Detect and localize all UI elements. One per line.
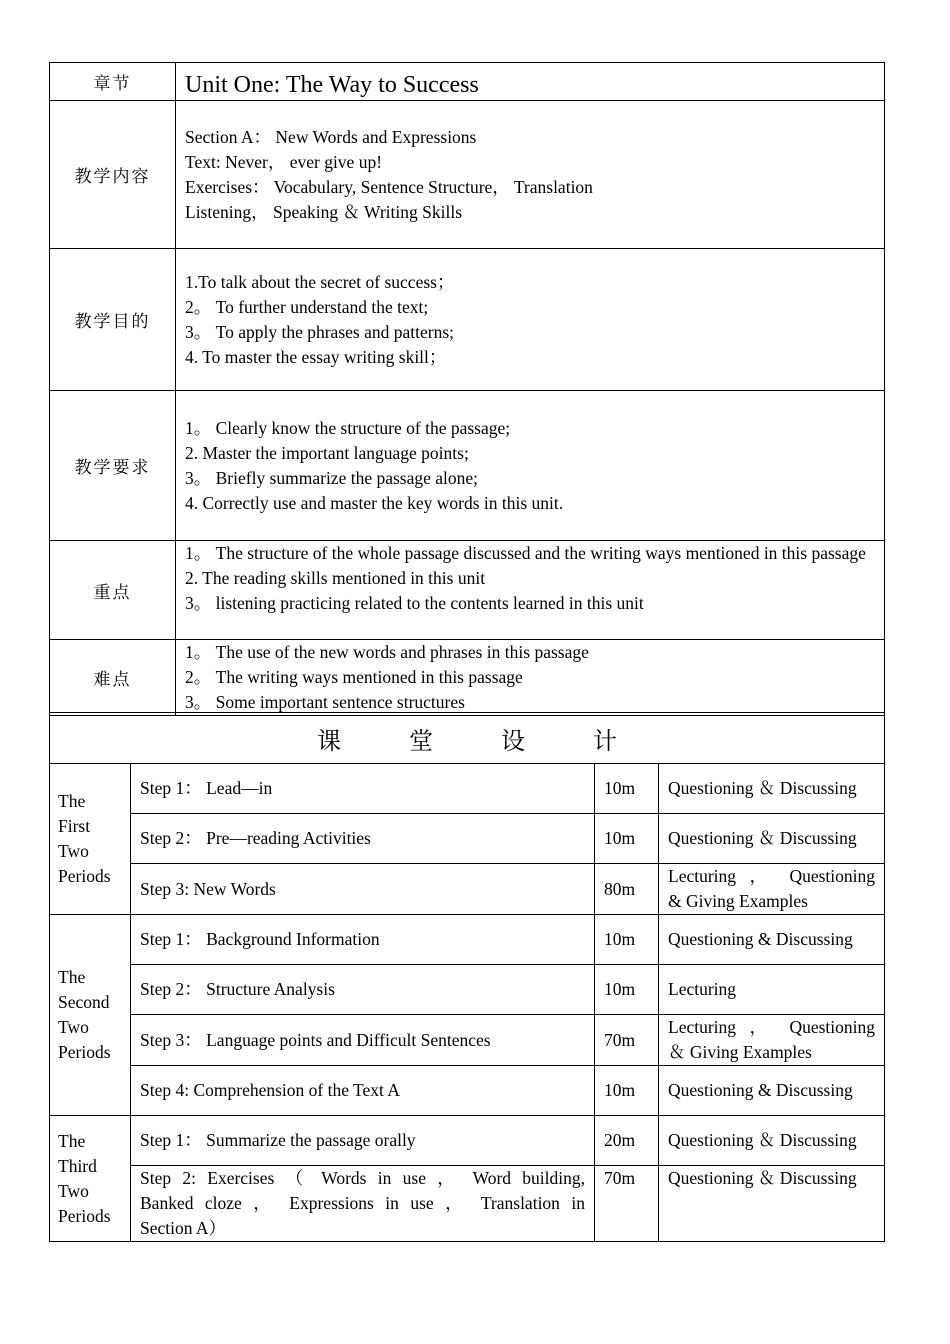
banner-char: 设 <box>501 726 525 755</box>
table-row <box>50 1015 885 1066</box>
key-line: 1。 The structure of the whole passage discussed and the writing ways mentioned in this passage <box>185 543 866 563</box>
method-cell: Questioning & Discussing <box>659 1066 885 1116</box>
key-row <box>50 541 885 640</box>
step-cell: Step 3: New Words <box>131 864 595 915</box>
table-row <box>50 965 885 1015</box>
goal-line: 1.To talk about the secret of success； <box>185 271 455 292</box>
period-name-third <box>50 1116 131 1242</box>
period-name-line: Periods <box>58 1205 111 1226</box>
content-label: 教学内容 <box>50 101 176 249</box>
period-name-line: Two <box>58 1017 89 1037</box>
period-name-line: The <box>58 1130 86 1151</box>
difficulty-line: 2。 The writing ways mentioned in this passage <box>185 667 523 687</box>
difficulty-row <box>50 640 885 716</box>
unit-title: Unit One: The Way to Success <box>176 63 885 101</box>
method-line: & Giving Examples <box>668 891 808 911</box>
chapter-row <box>50 63 885 101</box>
requirement-line: 2. Master the important language points; <box>185 442 469 463</box>
requirement-row <box>50 391 885 541</box>
key-line: 3。 listening practicing related to the contents learned in this unit <box>185 593 644 613</box>
goal-line: 4. To master the essay writing skill； <box>185 346 447 367</box>
content-line: Section A： New Words and Expressions <box>185 126 477 147</box>
period-name-line: Two <box>58 841 89 861</box>
method-cell: Questioning ＆ Discussing <box>659 1116 885 1166</box>
banner-char: 堂 <box>409 726 433 755</box>
method-cell: Questioning ＆ Discussing <box>659 1166 885 1242</box>
period-name-line: Third <box>58 1155 97 1176</box>
key-text <box>176 541 885 640</box>
table-row <box>50 1066 885 1116</box>
time-cell: 70m <box>595 1015 659 1066</box>
step-cell: Step 1： Summarize the passage orally <box>131 1116 595 1166</box>
period-name-line: The <box>58 791 86 811</box>
course-info-table <box>49 62 885 716</box>
content-line: Exercises： Vocabulary, Sentence Structure， Translation <box>185 176 593 197</box>
difficulty-line: 3。 Some important sentence structures <box>185 692 465 712</box>
content-row <box>50 101 885 249</box>
table-row <box>50 1116 885 1166</box>
step-cell: Step 2： Pre—reading Activities <box>131 814 595 864</box>
method-cell: Lecturing <box>659 965 885 1015</box>
requirement-line: 4. Correctly use and master the key words in this unit. <box>185 492 564 513</box>
banner-char: 计 <box>593 726 617 755</box>
method-cell <box>659 864 885 915</box>
method-line: ＆ Giving Examples <box>668 1042 812 1062</box>
time-cell: 80m <box>595 864 659 915</box>
period-name-line: First <box>58 816 91 836</box>
method-cell: Questioning ＆ Discussing <box>659 814 885 864</box>
table-row <box>50 814 885 864</box>
content-line: Listening， Speaking ＆ Writing Skills <box>185 201 463 222</box>
design-banner-row <box>50 713 885 764</box>
goal-label: 教学目的 <box>50 249 176 391</box>
table-row <box>50 1166 885 1242</box>
difficulty-label: 难点 <box>50 640 176 716</box>
table-row <box>50 915 885 965</box>
method-cell: Questioning ＆ Discussing <box>659 764 885 814</box>
step-line: Step 2: Exercises （ Words in use ， Word building, <box>140 1168 585 1188</box>
requirement-line: 3。 Briefly summarize the passage alone; <box>185 467 479 488</box>
period-name-line: Periods <box>58 866 111 886</box>
method-cell: Questioning & Discussing <box>659 915 885 965</box>
table-row <box>50 864 885 915</box>
time-cell: 70m <box>595 1166 659 1242</box>
goal-text <box>176 249 885 391</box>
step-cell: Step 1： Background Information <box>131 915 595 965</box>
period-name-line: Periods <box>58 1042 111 1062</box>
method-line: Lecturing ， Questioning <box>668 1017 875 1037</box>
period-name-line: Two <box>58 1180 89 1201</box>
requirement-line: 1。 Clearly know the structure of the passage; <box>185 417 511 438</box>
step-cell: Step 2： Structure Analysis <box>131 965 595 1015</box>
content-line: Text: Never， ever give up! <box>185 151 383 172</box>
design-banner <box>50 713 885 764</box>
time-cell: 20m <box>595 1116 659 1166</box>
difficulty-line: 1。 The use of the new words and phrases in this passage <box>185 642 589 662</box>
period-name-second <box>50 915 131 1116</box>
method-line: Lecturing ， Questioning <box>668 866 875 886</box>
key-line: 2. The reading skills mentioned in this unit <box>185 568 486 588</box>
requirement-label: 教学要求 <box>50 391 176 541</box>
method-cell <box>659 1015 885 1066</box>
difficulty-text <box>176 640 885 716</box>
step-line: Section A） <box>140 1218 227 1238</box>
step-cell: Step 4: Comprehension of the Text A <box>131 1066 595 1116</box>
time-cell: 10m <box>595 1066 659 1116</box>
goal-line: 2。 To further understand the text; <box>185 296 429 317</box>
period-name-line: The <box>58 967 86 987</box>
chapter-label: 章节 <box>50 63 176 101</box>
step-line: Banked cloze ， Expressions in use ， Translation in <box>140 1193 585 1213</box>
step-cell <box>131 1166 595 1242</box>
step-cell: Step 3： Language points and Difficult Sentences <box>131 1015 595 1066</box>
time-cell: 10m <box>595 965 659 1015</box>
period-name-first <box>50 764 131 915</box>
goal-row <box>50 249 885 391</box>
time-cell: 10m <box>595 915 659 965</box>
period-name-line: Second <box>58 992 110 1012</box>
class-design-table <box>49 712 885 1242</box>
requirement-text <box>176 391 885 541</box>
content-text <box>176 101 885 249</box>
key-label: 重点 <box>50 541 176 640</box>
step-cell: Step 1： Lead—in <box>131 764 595 814</box>
banner-char: 课 <box>317 726 341 755</box>
time-cell: 10m <box>595 764 659 814</box>
goal-line: 3。 To apply the phrases and patterns; <box>185 321 454 342</box>
table-row <box>50 764 885 814</box>
time-cell: 10m <box>595 814 659 864</box>
